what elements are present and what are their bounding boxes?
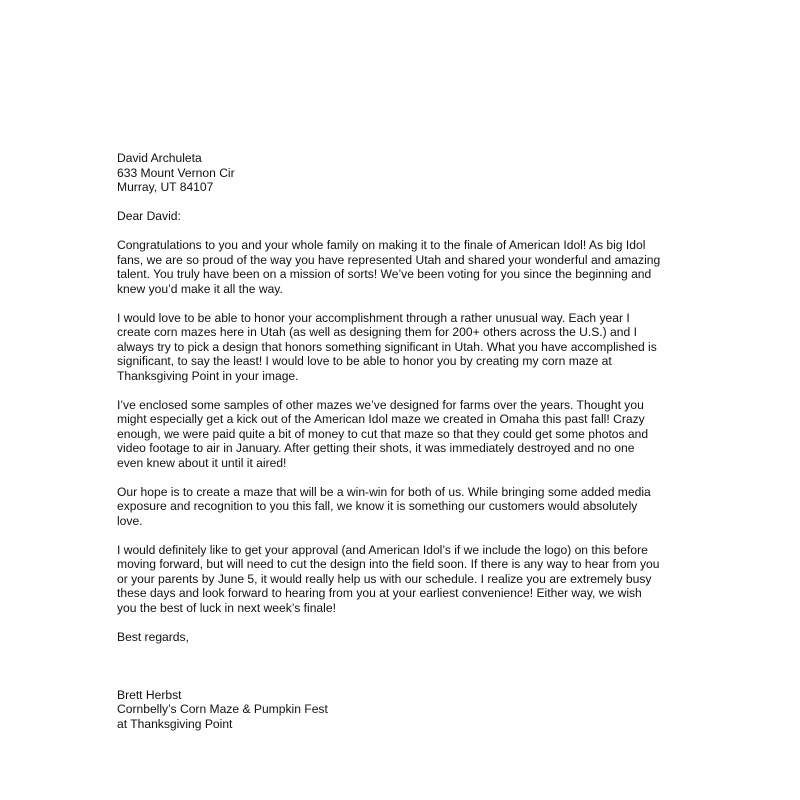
paragraph-samples [117,398,677,471]
salutation: Dear David: [117,209,181,223]
closing: Best regards, [117,629,189,644]
sender-organization: Cornbelly’s Corn Maze & Pumpkin Fest [117,702,328,716]
paragraph-line: talent. You truly have been on a mission of sorts! We’ve been voting for you since the beginning and [117,267,652,281]
paragraph-line: video footage to air in January. After getting their shots, it was immediately destroyed and no one [117,441,635,455]
paragraph-line: exposure and recognition to you this fall, we know it is something our customers would absolutely [117,499,638,513]
paragraph-line: Thanksgiving Point in your image. [117,368,299,383]
paragraph-line: these days and look forward to hearing from you at your earliest convenience! Either way, we wish [117,586,642,600]
paragraph-line: you the best of luck in next week’s finale! [117,600,336,615]
paragraph-line: I would definitely like to get your approval (and American Idol’s if we include the logo) on this before [117,542,648,557]
paragraph-line: create corn mazes here in Utah (as well as designing them for 200+ others across the U.S.) and I [117,325,637,339]
letter [117,151,677,731]
paragraph-line: even knew about it until it aired! [117,455,287,470]
recipient-address [117,151,677,195]
paragraph-line: might especially get a kick out of the American Idol maze we created in Omaha this past fall! Crazy [117,412,645,426]
paragraph-line: love. [117,513,143,528]
recipient-city: Murray, UT 84107 [117,180,214,194]
recipient-name: David Archuleta [117,151,202,165]
paragraph-line: moving forward, but will need to cut the design into the field soon. If there is any way to hear from you [117,557,660,571]
sender-location: at Thanksgiving Point [117,716,233,731]
paragraph-hope [117,485,677,529]
paragraph-line: Congratulations to you and your whole family on making it to the finale of American Idol! As big Idol [117,238,646,252]
paragraph-line: fans, we are so proud of the way you have represented Utah and shared your wonderful and amazing [117,252,661,267]
paragraph-line: significant, to say the least! I would love to be able to honor you by creating my corn maze at [117,354,612,368]
sender-name: Brett Herbst [117,687,182,702]
signature-space [117,644,677,688]
paragraph-congratulations [117,238,677,296]
paragraph-line: enough, we were paid quite a bit of money to cut that maze so that they could get some photos and [117,426,649,441]
paragraph-line: I’ve enclosed some samples of other mazes we’ve designed for farms over the years. Thought you [117,397,644,412]
paragraph-approval [117,543,677,616]
recipient-street: 633 Mount Vernon Cir [117,165,235,180]
paragraph-line: Our hope is to create a maze that will be a win-win for both of us. While bringing some added media [117,484,651,499]
sender-block [117,688,677,732]
paragraph-honor [117,311,677,384]
paragraph-line: I would love to be able to honor your accomplishment through a rather unusual way. Each year I [117,310,630,325]
paragraph-line: always try to pick a design that honors something significant in Utah. What you have accomplished is [117,339,657,354]
paragraph-line: or your parents by June 5, it would really help us with our schedule. I realize you are extremely busy [117,571,652,586]
paragraph-line: knew you’d make it all the way. [117,281,283,296]
